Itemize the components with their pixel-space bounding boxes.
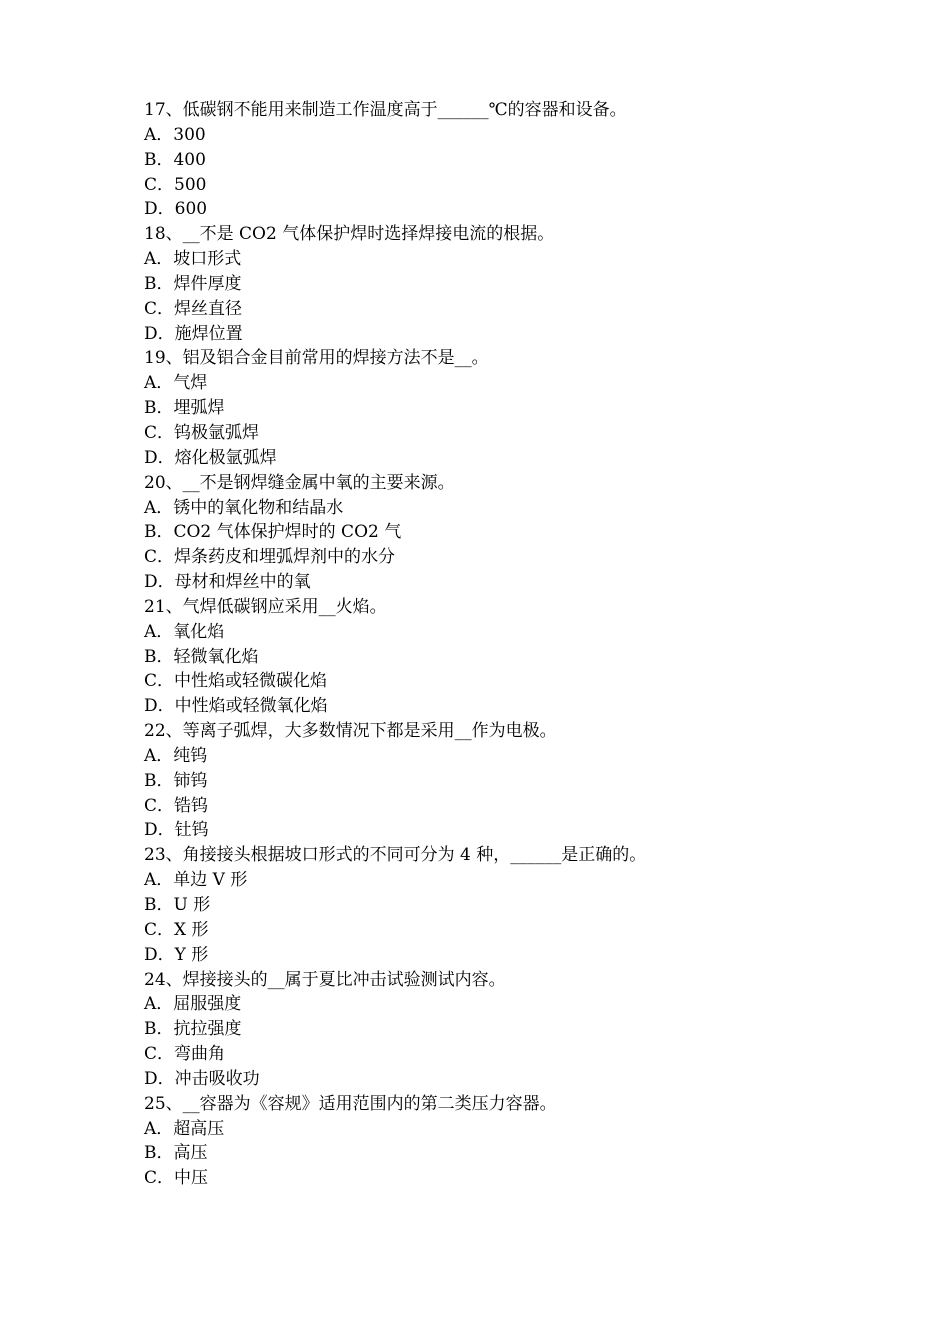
question-stem: 19、铝及铝合金目前常用的焊接方法不是__。 xyxy=(144,348,489,369)
answer-option: B．U 形 xyxy=(144,895,211,915)
answer-option: C．X 形 xyxy=(144,919,209,940)
question-stem: 23、角接接头根据坡口形式的不同可分为 4 种，______是正确的。 xyxy=(144,845,647,866)
question-block xyxy=(144,98,844,222)
answer-option: A．单边 V 形 xyxy=(144,870,248,891)
answer-option: C．500 xyxy=(144,174,207,195)
answer-option: D．600 xyxy=(144,199,208,220)
answer-option: C．锆钨 xyxy=(144,795,209,816)
question-block xyxy=(144,968,844,1092)
answer-option: B．铈钨 xyxy=(144,770,208,791)
answer-option: A．300 xyxy=(144,124,206,145)
question-block xyxy=(144,1092,844,1191)
question-block xyxy=(144,843,844,967)
answer-option: D．Y 形 xyxy=(144,944,209,965)
question-stem: 17、低碳钢不能用来制造工作温度高于______℃的容器和设备。 xyxy=(144,100,627,120)
answer-option: B．高压 xyxy=(144,1143,208,1164)
question-stem: 22、等离子弧焊，大多数情况下都是采用__作为电极。 xyxy=(144,721,557,742)
question-block xyxy=(144,222,844,346)
answer-option: A．纯钨 xyxy=(144,745,208,766)
answer-option: A．锈中的氧化物和结晶水 xyxy=(144,497,344,518)
answer-option: B．焊件厚度 xyxy=(144,273,242,294)
answer-option: A．氧化焰 xyxy=(144,621,225,642)
question-stem: 24、焊接接头的__属于夏比冲击试验测试内容。 xyxy=(144,969,506,990)
question-block xyxy=(144,595,844,719)
answer-option: A．超高压 xyxy=(144,1118,225,1139)
question-block xyxy=(144,346,844,470)
question-list xyxy=(144,98,844,1191)
answer-option: D．冲击吸收功 xyxy=(144,1068,260,1089)
answer-option: D．施焊位置 xyxy=(144,323,243,344)
answer-option: D．熔化极氩弧焊 xyxy=(144,447,277,468)
answer-option: B．400 xyxy=(144,149,206,170)
question-stem: 21、气焊低碳钢应采用__火焰。 xyxy=(144,596,387,617)
answer-option: B．抗拉强度 xyxy=(144,1019,242,1040)
question-stem: 20、__不是钢焊缝金属中氧的主要来源。 xyxy=(144,472,455,493)
answer-option: D．母材和焊丝中的氧 xyxy=(144,572,311,593)
question-block xyxy=(144,719,844,843)
answer-option: C．中性焰或轻微碳化焰 xyxy=(144,671,328,692)
answer-option: C．焊条药皮和埋弧焊剂中的水分 xyxy=(144,547,396,568)
answer-option: A．坡口形式 xyxy=(144,249,242,270)
answer-option: A．气焊 xyxy=(144,373,208,394)
answer-option: C．钨极氩弧焊 xyxy=(144,422,260,443)
question-stem: 25、__容器为《容规》适用范围内的第二类压力容器。 xyxy=(144,1093,557,1114)
answer-option: B．埋弧焊 xyxy=(144,398,225,419)
answer-option: B．CO2 气体保护焊时的 CO2 气 xyxy=(144,522,402,543)
answer-option: A．屈服强度 xyxy=(144,994,242,1015)
answer-option: D．钍钨 xyxy=(144,820,209,841)
answer-option: C．弯曲角 xyxy=(144,1044,226,1065)
answer-option: C．中压 xyxy=(144,1168,209,1189)
answer-option: B．轻微氧化焰 xyxy=(144,646,259,667)
answer-option: D．中性焰或轻微氧化焰 xyxy=(144,696,328,717)
question-block xyxy=(144,471,844,595)
answer-option: C．焊丝直径 xyxy=(144,298,243,319)
question-stem: 18、__不是 CO2 气体保护焊时选择焊接电流的根据。 xyxy=(144,224,555,245)
